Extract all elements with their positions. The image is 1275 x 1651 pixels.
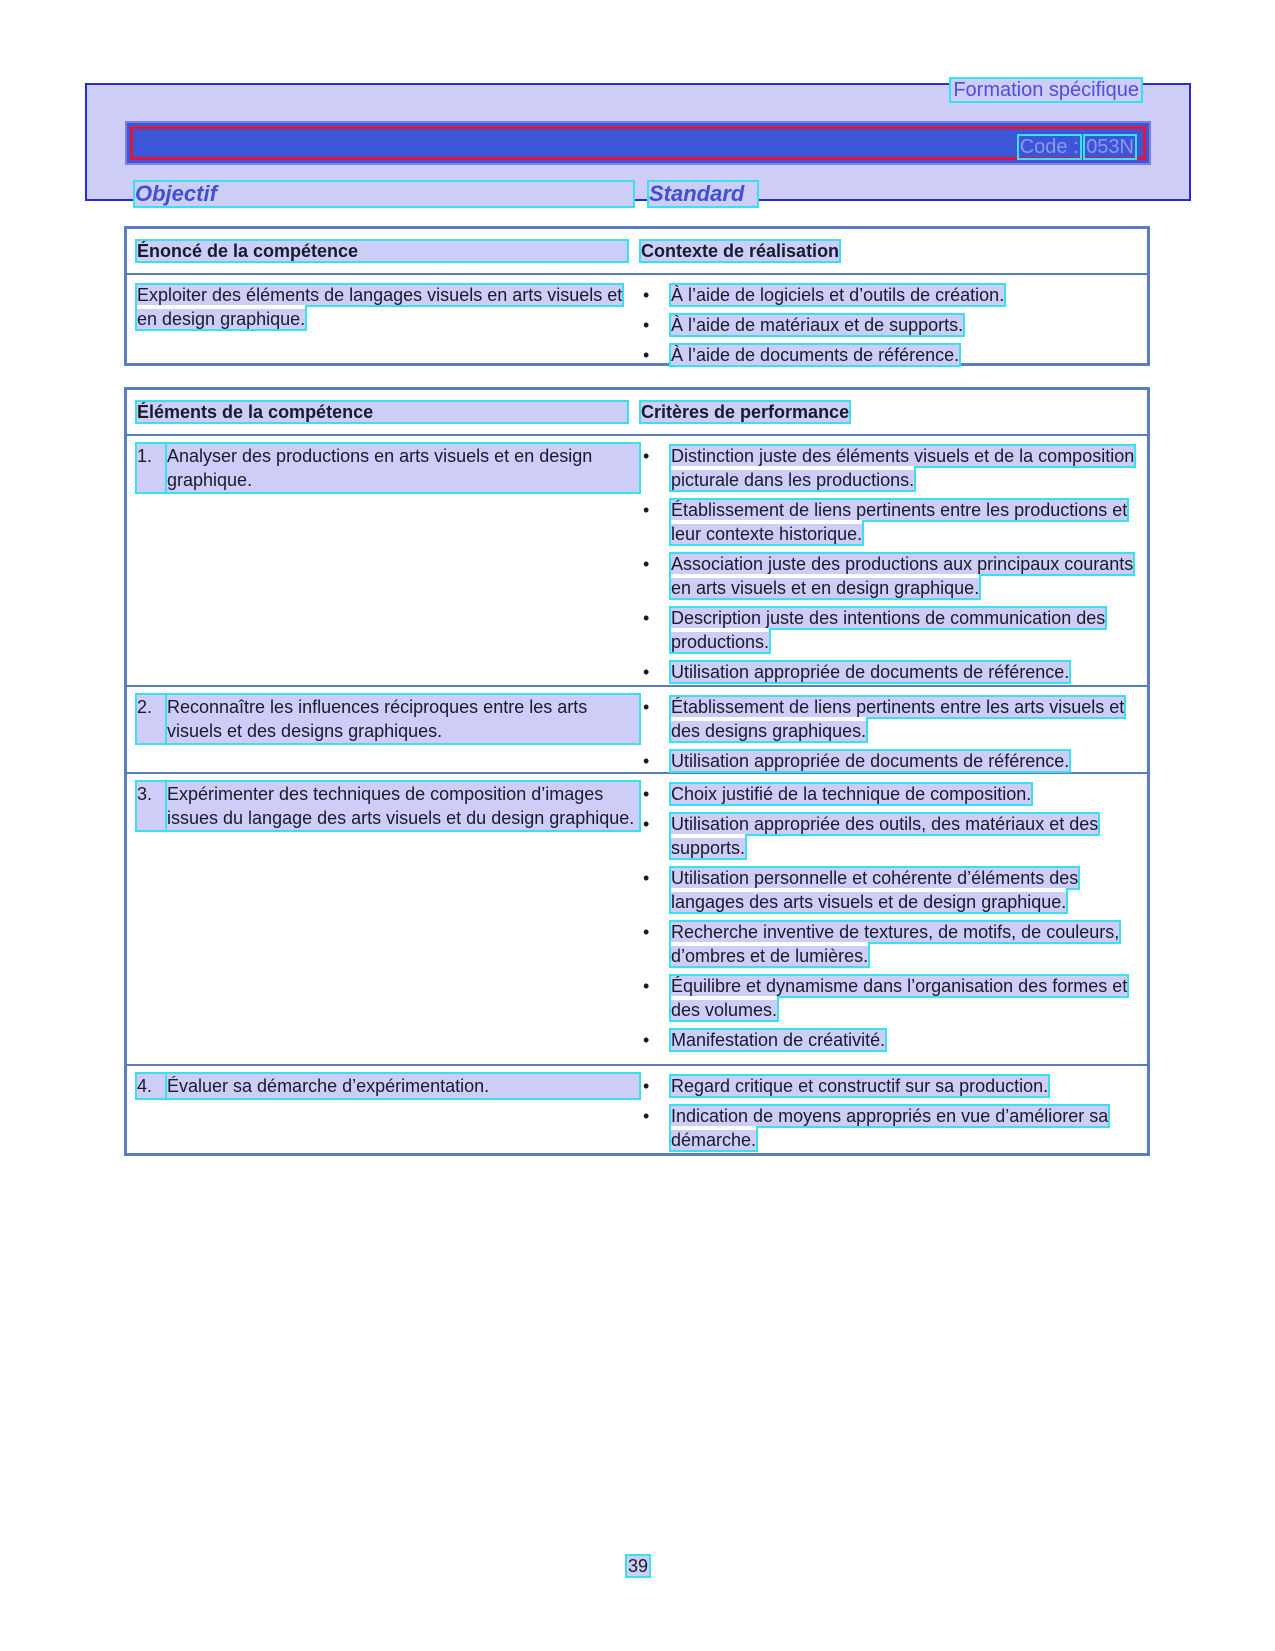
element-text: Analyser des productions en arts visuels et en design graphique.	[167, 444, 639, 492]
criterion-text: Établissement de liens pertinents entre les arts visuels et des designs graphiques.	[671, 697, 1125, 741]
elements-table-header	[127, 390, 1147, 436]
criterion-text: Association juste des productions aux principaux courants en arts visuels et en design graphique.	[671, 554, 1134, 598]
criterion-item	[641, 1028, 1139, 1052]
context-item	[641, 283, 1139, 307]
context-item	[641, 313, 1139, 337]
criterion-text: Utilisation appropriée des outils, des matériaux et des supports.	[671, 814, 1099, 858]
element-item	[137, 1074, 639, 1098]
criterion-text: Regard critique et constructif sur sa production.	[671, 1076, 1049, 1096]
formation-label: Formation spécifique	[953, 79, 1139, 101]
standard-heading: Standard	[649, 182, 757, 206]
contexte-header: Contexte de réalisation	[641, 240, 840, 261]
context-text: À l’aide de logiciels et d’outils de création.	[671, 285, 1005, 305]
criterion-item	[641, 782, 1139, 806]
element-text: Reconnaître les influences réciproques entre les arts visuels et des designs graphiques.	[167, 695, 639, 743]
criterion-text: Description juste des intentions de communication des productions.	[671, 608, 1106, 652]
element-text: Évaluer sa démarche d’expérimentation.	[167, 1074, 639, 1098]
criterion-item	[641, 749, 1139, 773]
criterion-item	[641, 974, 1139, 1022]
contexts-list	[641, 283, 1139, 367]
criterion-item	[641, 498, 1139, 546]
criterion-item	[641, 920, 1139, 968]
element-row	[127, 1066, 1147, 1153]
criterion-text: Utilisation personnelle et cohérente d’éléments des langages des arts visuels et de design graphique.	[671, 868, 1079, 912]
criteria-list	[641, 782, 1139, 1052]
criteres-header: Critères de performance	[641, 401, 850, 422]
code-frame	[130, 126, 1146, 160]
element-number: 1.	[137, 444, 167, 492]
competence-row	[127, 275, 1147, 363]
elements-rows	[127, 436, 1147, 1153]
enonce-header: Énoncé de la compétence	[137, 241, 627, 261]
competence-table	[124, 226, 1150, 366]
element-number: 3.	[137, 782, 167, 830]
code-label: Code :	[1019, 136, 1079, 158]
context-text: À l’aide de documents de référence.	[671, 345, 960, 365]
element-number: 2.	[137, 695, 167, 743]
criterion-item	[641, 866, 1139, 914]
elements-table	[124, 387, 1150, 1156]
criterion-text: Choix justifié de la technique de composition.	[671, 784, 1032, 804]
competence-table-header	[127, 229, 1147, 275]
criterion-text: Recherche inventive de textures, de motifs, de couleurs, d’ombres et de lumières.	[671, 922, 1120, 966]
criterion-item	[641, 695, 1139, 743]
code-text	[1019, 136, 1135, 158]
criterion-text: Équilibre et dynamisme dans l’organisation des formes et des volumes.	[671, 976, 1128, 1020]
criterion-text: Manifestation de créativité.	[671, 1030, 886, 1050]
criterion-text: Distinction juste des éléments visuels et de la composition picturale dans les productions.	[671, 446, 1135, 490]
criterion-text: Établissement de liens pertinents entre les productions et leur contexte historique.	[671, 500, 1128, 544]
elements-header: Éléments de la compétence	[137, 402, 627, 422]
criterion-item	[641, 1104, 1139, 1152]
element-row	[127, 774, 1147, 1066]
element-row	[127, 436, 1147, 687]
criterion-text: Utilisation appropriée de documents de référence.	[671, 662, 1070, 682]
criteria-list	[641, 1074, 1139, 1152]
code-bar	[125, 121, 1151, 165]
element-item	[137, 444, 639, 492]
element-text: Expérimenter des techniques de composition d’images issues du langage des arts visuels et du design graphique.	[167, 782, 639, 830]
criterion-item	[641, 552, 1139, 600]
objectif-heading: Objectif	[135, 182, 633, 206]
page-number: 39	[628, 1556, 649, 1576]
element-item	[137, 695, 639, 743]
code-value: 053N	[1086, 136, 1134, 158]
element-row	[127, 687, 1147, 774]
criterion-text: Utilisation appropriée de documents de référence.	[671, 751, 1070, 771]
criterion-item	[641, 1074, 1139, 1098]
criteria-list	[641, 695, 1139, 773]
competence-statement: Exploiter des éléments de langages visuels en arts visuels et en design graphique.	[137, 285, 623, 329]
criterion-item	[641, 606, 1139, 654]
criterion-item	[641, 660, 1139, 684]
criterion-item	[641, 812, 1139, 860]
criterion-text: Indication de moyens appropriés en vue d’améliorer sa démarche.	[671, 1106, 1109, 1150]
element-item	[137, 782, 639, 830]
criteria-list	[641, 444, 1139, 684]
header-zone	[85, 79, 1191, 206]
context-text: À l’aide de matériaux et de supports.	[671, 315, 964, 335]
element-number: 4.	[137, 1074, 167, 1098]
context-item	[641, 343, 1139, 367]
criterion-item	[641, 444, 1139, 492]
